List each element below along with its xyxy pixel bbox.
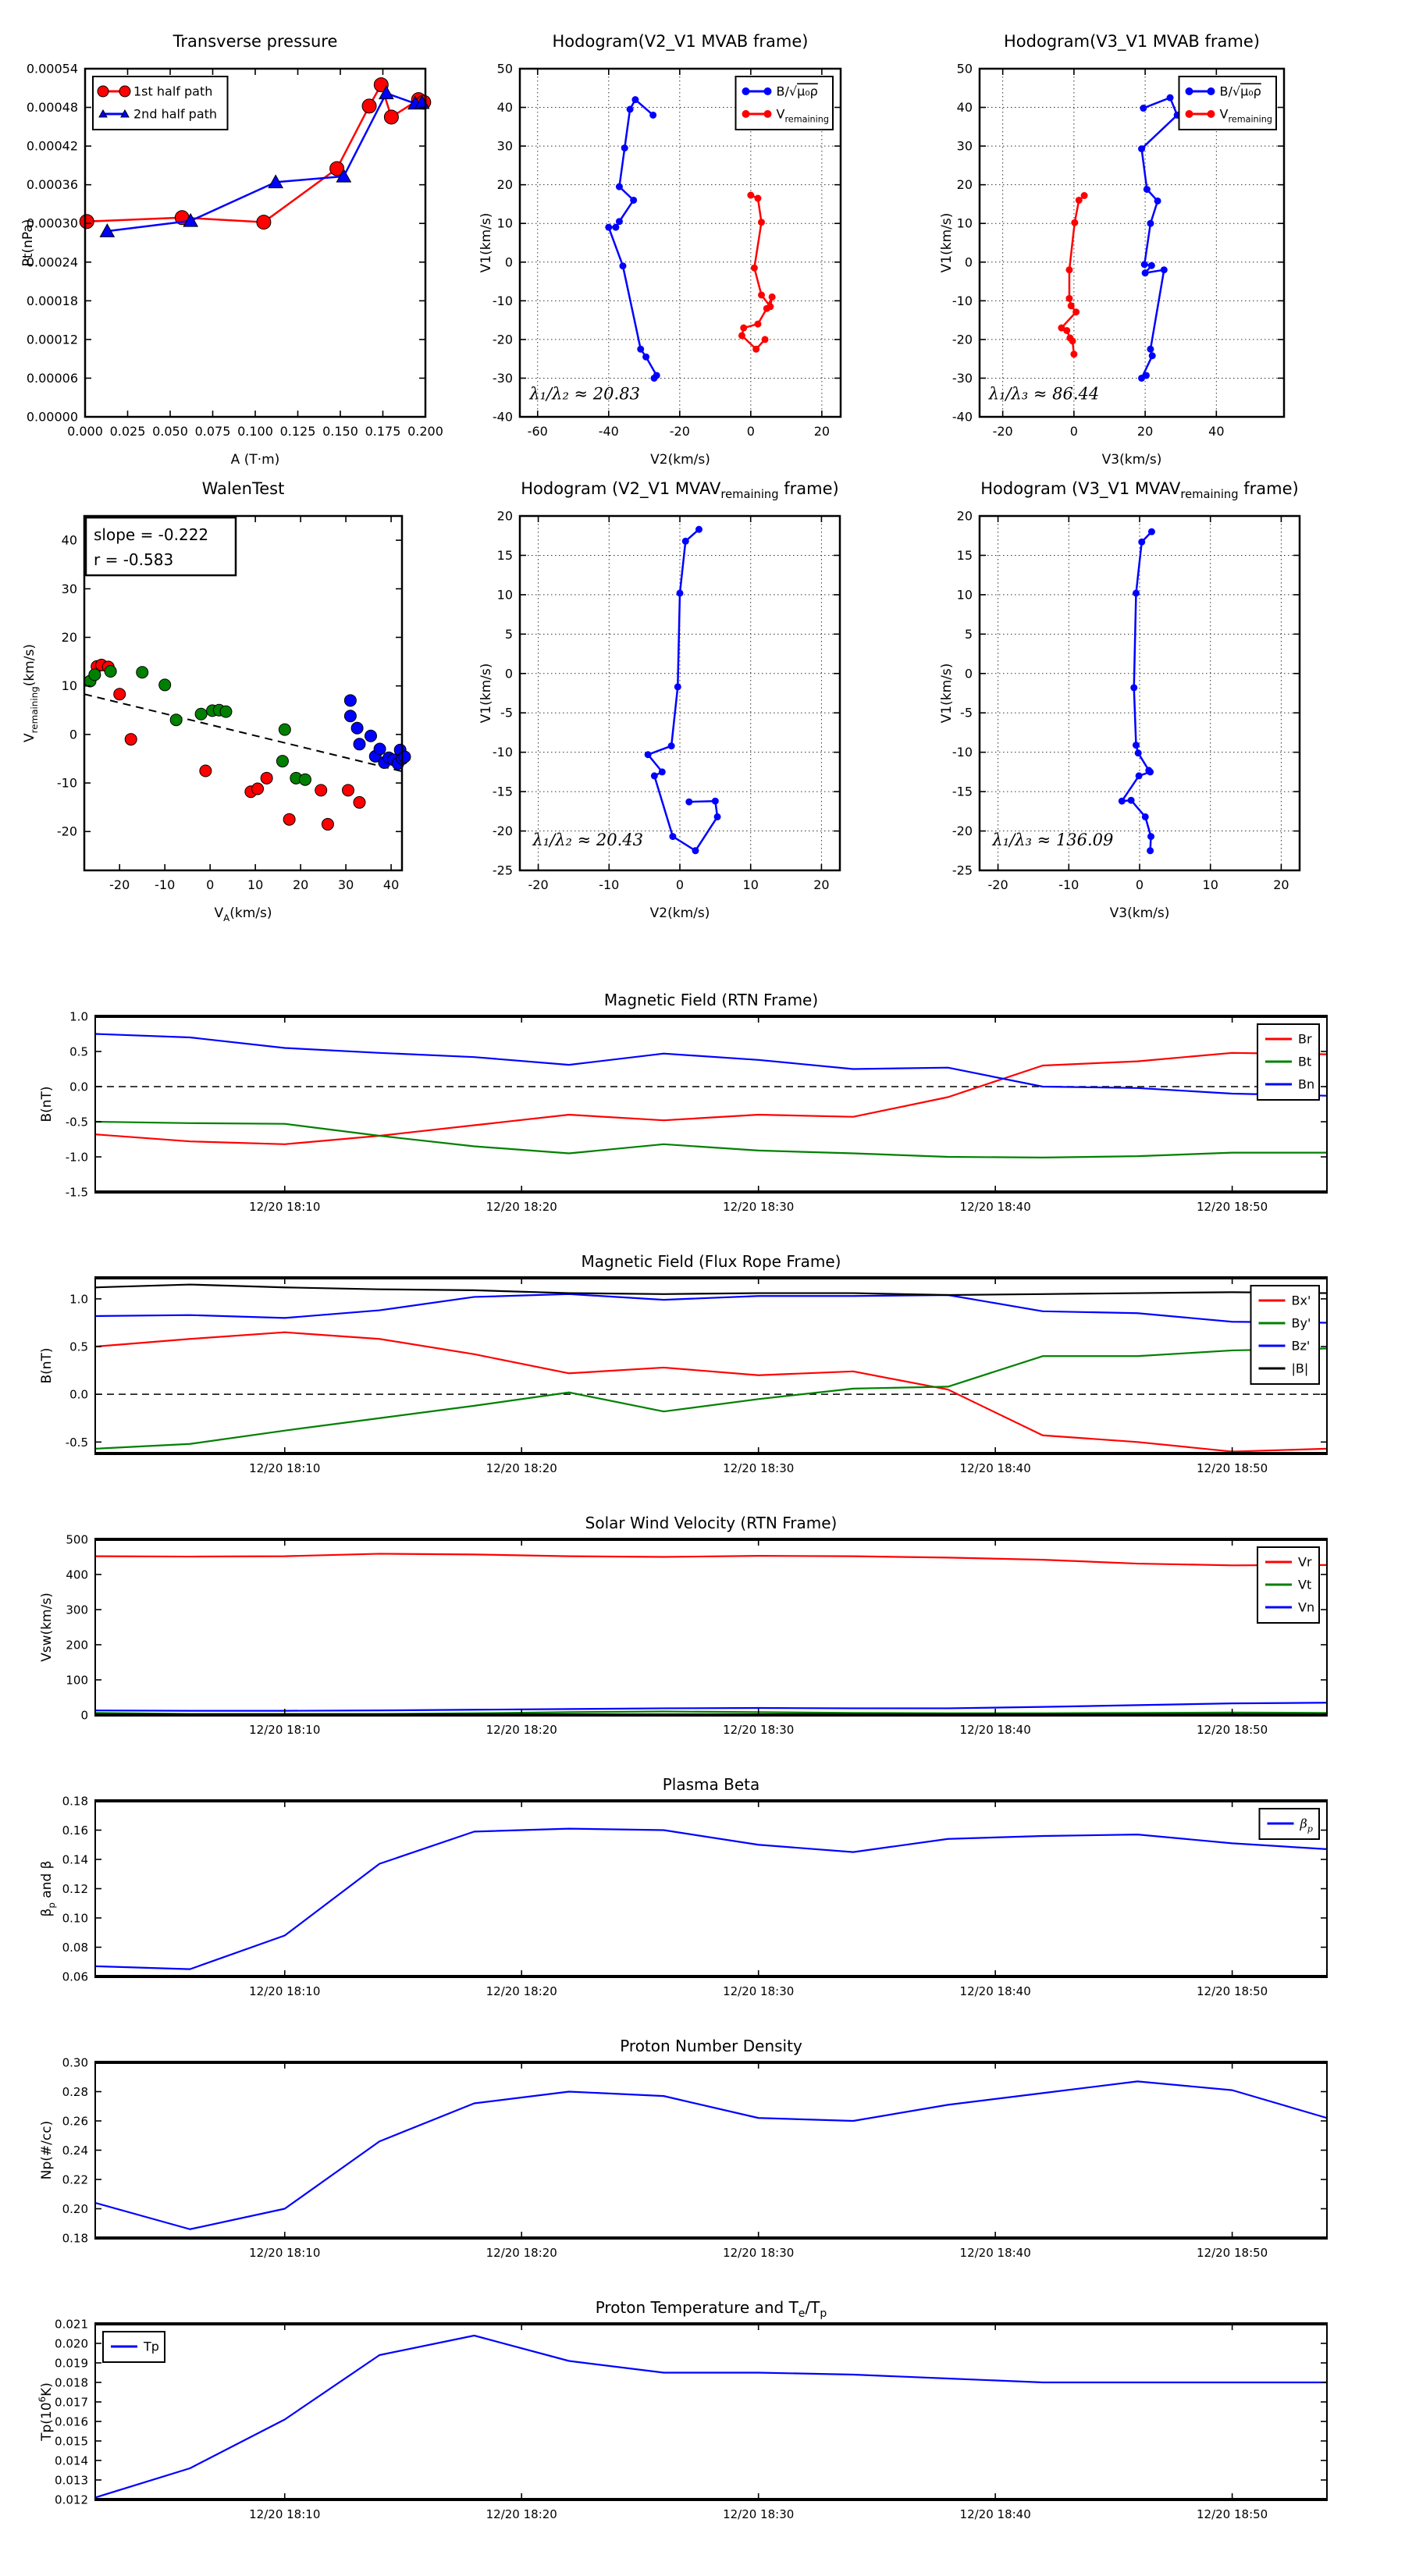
svg-text:0.30: 0.30 [62,2055,88,2070]
svg-text:0: 0 [746,424,755,439]
svg-text:20: 20 [813,424,831,439]
svg-text:1.0: 1.0 [69,1292,88,1307]
chart-plasma-beta [12,1764,1397,2026]
svg-text:12/20 18:20: 12/20 18:20 [486,1723,557,1737]
tick-marks [95,1801,1327,1976]
svg-text:0.021: 0.021 [55,2317,88,2332]
svg-text:0.00036: 0.00036 [26,177,78,193]
svg-text:12/20 18:10: 12/20 18:10 [249,1984,321,1998]
svg-text:12/20 18:10: 12/20 18:10 [249,2507,321,2521]
svg-text:200: 200 [66,1638,88,1653]
chart-title: Plasma Beta [662,1775,760,1794]
chart-magnetic-field-flux-rope [12,1241,1397,1503]
svg-text:By': By' [1291,1315,1311,1331]
svg-text:12/20 18:30: 12/20 18:30 [723,1723,795,1737]
series-|B| [95,1285,1327,1295]
svg-text:30: 30 [956,138,973,154]
axes-spines [95,1016,1327,1192]
svg-text:12/20 18:20: 12/20 18:20 [486,1200,557,1214]
svg-text:-1.5: -1.5 [65,1185,88,1200]
svg-text:0: 0 [504,254,513,270]
svg-text:B/√μ₀ρ: B/√μ₀ρ [1219,84,1261,99]
svg-text:40: 40 [956,100,973,116]
series-V-remaining [1058,192,1087,358]
chart-hodogram-v3v1-mvav [937,476,1401,938]
svg-text:-20: -20 [56,824,77,839]
svg-text:0.00048: 0.00048 [26,100,78,116]
svg-text:0: 0 [964,666,973,681]
svg-text:15: 15 [496,547,513,563]
y-axis-label: V1(km/s) [939,663,955,724]
svg-text:0.14: 0.14 [62,1852,88,1867]
y-axis-label: $Tp(10^6K)$ [37,2382,55,2441]
x-axis-label: V2(km/s) [650,452,710,468]
svg-text:20: 20 [292,877,309,892]
svg-text:0.12: 0.12 [62,1882,88,1896]
svg-text:-20: -20 [528,877,549,892]
axes-spines [95,1278,1327,1453]
chart-magnetic-field-rtn [12,980,1397,1241]
svg-text:20: 20 [496,508,513,524]
svg-text:0.20: 0.20 [62,2202,88,2216]
y-axis-label: $\beta_p$ and β [39,1860,57,1917]
chart-proton-number-density [12,2026,1397,2287]
svg-text:Br: Br [1298,1031,1312,1047]
legend [1257,1024,1319,1100]
svg-text:0.5: 0.5 [69,1340,88,1354]
svg-text:0.00054: 0.00054 [26,61,78,76]
svg-text:-40: -40 [492,409,513,425]
svg-text:0.0: 0.0 [69,1387,88,1402]
svg-text:0: 0 [964,254,973,270]
chart-title: Proton Temperature and $T_e/T_p$ [595,2298,827,2320]
svg-text:slope = -0.222: slope = -0.222 [94,525,209,544]
series-V-remaining [738,192,776,353]
svg-text:-30: -30 [492,370,513,386]
series-first-interval [91,659,365,830]
svg-text:5: 5 [504,626,513,642]
svg-text:|B|: |B| [1291,1361,1309,1376]
svg-text:5: 5 [964,626,973,642]
svg-text:2nd half path: 2nd half path [133,106,218,122]
svg-text:12/20 18:10: 12/20 18:10 [249,1461,321,1475]
axes-spines [95,1539,1327,1715]
tick-labels [62,2056,1268,2261]
chart-title: Magnetic Field (RTN Frame) [603,991,819,1009]
svg-text:0.18: 0.18 [62,1794,88,1809]
svg-text:-20: -20 [951,824,973,839]
x-axis-label: A (T·m) [230,452,280,468]
svg-text:20: 20 [1136,424,1154,439]
svg-text:r = -0.583: r = -0.583 [94,550,174,569]
svg-text:30: 30 [61,581,77,596]
svg-text:-10: -10 [951,745,973,760]
series-B-sqrt-mu0-rho- [1138,94,1181,382]
axes-spines [95,2324,1327,2500]
svg-text:10: 10 [956,587,973,603]
svg-text:-0.5: -0.5 [65,1435,88,1450]
svg-text:10: 10 [956,215,973,231]
svg-text:12/20 18:20: 12/20 18:20 [486,2246,557,2260]
svg-text:40: 40 [61,532,77,548]
chart-title: Hodogram(V2_V1 MVAB frame) [552,32,809,51]
svg-text:50: 50 [496,61,513,76]
chart-title: Magnetic Field (Flux Rope Frame) [581,1252,841,1271]
svg-text:0.00006: 0.00006 [26,370,78,386]
tick-marks [95,2062,1327,2238]
chart-proton-temperature [12,2287,1397,2549]
svg-text:40: 40 [496,100,513,116]
chart-title: Proton Number Density [620,2037,802,2055]
svg-text:1.0: 1.0 [69,1009,88,1024]
svg-text:12/20 18:50: 12/20 18:50 [1196,2246,1268,2260]
legend [1260,1809,1320,1839]
y-axis-label: B(nT) [39,1347,55,1384]
svg-text:10: 10 [61,678,77,694]
svg-text:10: 10 [496,215,513,231]
svg-text:Vremaining: $V_{remaining}$ [1219,106,1272,125]
svg-text:400: 400 [66,1567,88,1582]
annotation: λ₁/λ₂ ≈ 20.83 [529,384,640,404]
svg-text:20: 20 [956,177,973,193]
svg-text:0.012: 0.012 [55,2492,88,2507]
svg-text:12/20 18:30: 12/20 18:30 [723,1984,795,1998]
svg-text:12/20 18:20: 12/20 18:20 [486,2507,557,2521]
x-axis-label: $V_A(km/s)$ [214,906,272,923]
svg-text:40: 40 [1208,424,1225,439]
legend [1257,1547,1319,1623]
svg-text:12/20 18:10: 12/20 18:10 [249,1723,321,1737]
svg-text:Vremaining: $V_{remaining}$ [776,106,829,125]
svg-text:0.075: 0.075 [194,424,231,439]
svg-text:-20: -20 [992,424,1013,439]
svg-text:0.0: 0.0 [69,1080,88,1094]
legend [1179,76,1277,130]
svg-text:-15: -15 [951,784,973,799]
svg-text:300: 300 [66,1603,88,1617]
tick-labels [62,1795,1268,1999]
axes-spines [95,2062,1327,2238]
y-axis-label: V1(km/s) [478,663,494,724]
svg-text:50: 50 [956,61,973,76]
chart-title: Hodogram (V2_V1 $MVAV_{remaining}$ frame) [521,479,839,501]
svg-text:0.016: 0.016 [55,2414,88,2429]
svg-text:Vn: Vn [1298,1599,1315,1615]
x-axis-label: V3(km/s) [1109,906,1170,921]
y-axis-label: Vsw(km/s) [39,1592,55,1662]
svg-text:0.24: 0.24 [62,2144,88,2158]
annotation: λ₁/λ₃ ≈ 136.09 [992,831,1114,850]
series-V-remaining-hodogram [645,526,721,855]
svg-text:12/20 18:30: 12/20 18:30 [723,2246,795,2260]
svg-text:-20: -20 [951,332,973,347]
svg-text:30: 30 [496,138,513,154]
svg-text:0.08: 0.08 [62,1941,88,1955]
svg-text:12/20 18:40: 12/20 18:40 [959,1461,1031,1475]
series-middle-interval [84,666,311,786]
svg-text:-40: -40 [598,424,619,439]
series-Bz' [95,1294,1327,1323]
tick-labels [27,62,443,439]
svg-text:1st half path: 1st half path [133,84,213,99]
svg-text:20: 20 [1273,877,1289,892]
series-Np [95,2081,1327,2229]
svg-text:B/√μ₀ρ: B/√μ₀ρ [776,84,818,99]
svg-text:12/20 18:20: 12/20 18:20 [486,1984,557,1998]
svg-text:Tp: Tp [144,2339,159,2354]
svg-text:10: 10 [1202,877,1218,892]
svg-text:10: 10 [742,877,759,892]
series-Bx' [95,1332,1327,1452]
svg-text:0.00000: 0.00000 [26,409,78,425]
y-axis-label: V1(km/s) [478,212,494,273]
series-beta_p [95,1829,1327,1969]
y-axis-label: $V_{remaining}(km/s)$ [22,644,40,742]
tick-marks [95,2324,1327,2500]
y-axis-label: Pt(nPa) [20,219,36,267]
svg-text:30: 30 [337,877,354,892]
series-V-remaining-hodogram [1119,528,1155,855]
series-Bt [95,1122,1327,1158]
svg-text:0: 0 [675,877,685,892]
svg-text:-20: -20 [109,877,130,892]
annotation: λ₁/λ₂ ≈ 20.43 [532,831,644,850]
svg-text:0.16: 0.16 [62,1823,88,1838]
legend [736,76,834,130]
svg-text:12/20 18:30: 12/20 18:30 [723,1200,795,1214]
chart-title: WalenTest [201,479,285,498]
chart-hodogram-v2v1-mvab [476,12,937,474]
y-axis-label: B(nT) [39,1086,55,1123]
svg-text:0.26: 0.26 [62,2114,88,2129]
legend [1251,1286,1320,1384]
svg-text:-1.0: -1.0 [65,1150,88,1165]
svg-text:0.019: 0.019 [55,2356,88,2371]
svg-text:-10: -10 [492,293,513,308]
svg-text:0.013: 0.013 [55,2473,88,2488]
svg-text:0.22: 0.22 [62,2172,88,2187]
svg-text:100: 100 [66,1673,88,1688]
series-Br [95,1053,1327,1144]
svg-text:12/20 18:50: 12/20 18:50 [1196,1723,1268,1737]
svg-text:-10: -10 [599,877,620,892]
svg-text:0.050: 0.050 [152,424,188,439]
svg-text:20: 20 [956,508,973,524]
series-Vn [95,1703,1327,1710]
chart-transverse-pressure [12,12,476,474]
svg-text:0.00030: 0.00030 [26,215,78,231]
chart-title: Hodogram(V3_V1 MVAB frame) [1004,32,1260,51]
svg-text:0.017: 0.017 [55,2395,88,2410]
chart-hodogram-v2v1-mvav [476,476,937,938]
svg-text:0.06: 0.06 [62,1969,88,1984]
svg-text:0.015: 0.015 [55,2434,88,2449]
legend [103,2332,165,2362]
svg-text:12/20 18:30: 12/20 18:30 [723,1461,795,1475]
svg-text:12/20 18:40: 12/20 18:40 [959,1200,1031,1214]
svg-text:500: 500 [66,1532,88,1547]
svg-text:-0.5: -0.5 [65,1115,88,1130]
series-B-sqrt-mu0-rho- [605,96,660,382]
svg-text:0: 0 [1069,424,1078,439]
svg-text:-10: -10 [56,775,77,791]
svg-text:-5: -5 [960,705,973,720]
svg-text:-25: -25 [492,863,513,878]
svg-text:10: 10 [496,587,513,603]
series-Vr [95,1553,1327,1565]
svg-text:-60: -60 [527,424,548,439]
svg-text:0.175: 0.175 [365,424,401,439]
svg-text:20: 20 [813,877,830,892]
tick-labels [66,1010,1268,1215]
tick-marks [95,1278,1327,1453]
svg-text:12/20 18:40: 12/20 18:40 [959,2246,1031,2260]
svg-text:0.018: 0.018 [55,2375,88,2390]
svg-text:-15: -15 [492,784,513,799]
svg-text:0.025: 0.025 [109,424,146,439]
chart-walen-test [12,476,476,938]
svg-text:0.00042: 0.00042 [26,138,78,154]
legend [93,76,228,130]
svg-text:0.100: 0.100 [237,424,273,439]
chart-title: Solar Wind Velocity (RTN Frame) [585,1514,838,1532]
svg-text:10: 10 [247,877,264,892]
svg-text:12/20 18:20: 12/20 18:20 [486,1461,557,1475]
y-axis-label: Np(#/cc) [39,2120,55,2180]
chart-hodogram-v3v1-mvab [937,12,1401,474]
svg-text:0.5: 0.5 [69,1044,88,1059]
svg-text:12/20 18:50: 12/20 18:50 [1196,1984,1268,1998]
svg-text:-20: -20 [492,332,513,347]
svg-text:12/20 18:40: 12/20 18:40 [959,2507,1031,2521]
svg-text:0: 0 [80,1708,88,1723]
grid [520,516,840,870]
svg-text:0.200: 0.200 [407,424,443,439]
svg-text:20: 20 [61,629,77,645]
svg-text:-20: -20 [669,424,690,439]
svg-text:-10: -10 [1058,877,1080,892]
svg-text:-10: -10 [951,293,973,308]
svg-text:12/20 18:10: 12/20 18:10 [249,1200,321,1214]
y-axis-label: V1(km/s) [939,212,955,273]
svg-text:-5: -5 [500,705,513,720]
tick-marks [95,1539,1327,1715]
series-Tp [95,2336,1327,2498]
svg-text:-30: -30 [951,370,973,386]
svg-text:12/20 18:50: 12/20 18:50 [1196,1461,1268,1475]
svg-text:12/20 18:40: 12/20 18:40 [959,1723,1031,1737]
svg-text:0.000: 0.000 [67,424,103,439]
svg-text:Bz': Bz' [1291,1338,1311,1354]
svg-text:0.020: 0.020 [55,2336,88,2351]
svg-text:Vr: Vr [1298,1554,1312,1570]
svg-text:-10: -10 [155,877,176,892]
annotation: λ₁/λ₃ ≈ 86.44 [988,384,1100,404]
svg-text:12/20 18:50: 12/20 18:50 [1196,2507,1268,2521]
svg-text:-20: -20 [492,824,513,839]
svg-text:0.150: 0.150 [322,424,358,439]
svg-text:12/20 18:40: 12/20 18:40 [959,1984,1031,1998]
svg-text:0.00012: 0.00012 [26,332,78,347]
svg-text:0: 0 [69,727,77,742]
series-By' [95,1348,1327,1448]
svg-text:0.00024: 0.00024 [26,254,78,270]
svg-text:0: 0 [504,666,513,681]
svg-text:40: 40 [382,877,400,892]
svg-text:12/20 18:30: 12/20 18:30 [723,2507,795,2521]
svg-text:-25: -25 [951,863,973,878]
svg-text:-10: -10 [492,745,513,760]
svg-text:0.28: 0.28 [62,2085,88,2099]
svg-text:0.125: 0.125 [279,424,316,439]
svg-text:0.18: 0.18 [62,2231,88,2246]
svg-text:Bt: Bt [1298,1054,1312,1069]
svg-text:-20: -20 [987,877,1008,892]
svg-text:0.10: 0.10 [62,1911,88,1926]
x-axis-label: V2(km/s) [649,906,710,921]
svg-text:0.00018: 0.00018 [26,293,78,308]
svg-text:20: 20 [496,177,513,193]
svg-text:12/20 18:10: 12/20 18:10 [249,2246,321,2260]
axes-spines [95,1801,1327,1976]
svg-text:Bn: Bn [1298,1076,1315,1092]
chart-title: Hodogram (V3_V1 $MVAV_{remaining}$ frame) [980,479,1299,501]
svg-text:15: 15 [956,547,973,563]
tick-labels [55,2318,1268,2522]
svg-text:0.014: 0.014 [55,2453,88,2468]
series-last-interval [344,695,411,770]
svg-text:0: 0 [1135,877,1144,892]
chart-title: Transverse pressure [173,32,338,51]
svg-text:βp: $\beta_p$ [1300,1816,1313,1834]
chart-solar-wind-velocity [12,1503,1397,1764]
tick-labels [66,1292,1268,1475]
svg-text:12/20 18:50: 12/20 18:50 [1196,1200,1268,1214]
svg-text:Bx': Bx' [1291,1293,1311,1308]
stats-box [86,518,236,575]
x-axis-label: V3(km/s) [1101,452,1162,468]
tick-marks [95,1016,1327,1192]
svg-text:0: 0 [206,877,215,892]
svg-text:-40: -40 [951,409,973,425]
svg-text:Vt: Vt [1298,1577,1312,1592]
